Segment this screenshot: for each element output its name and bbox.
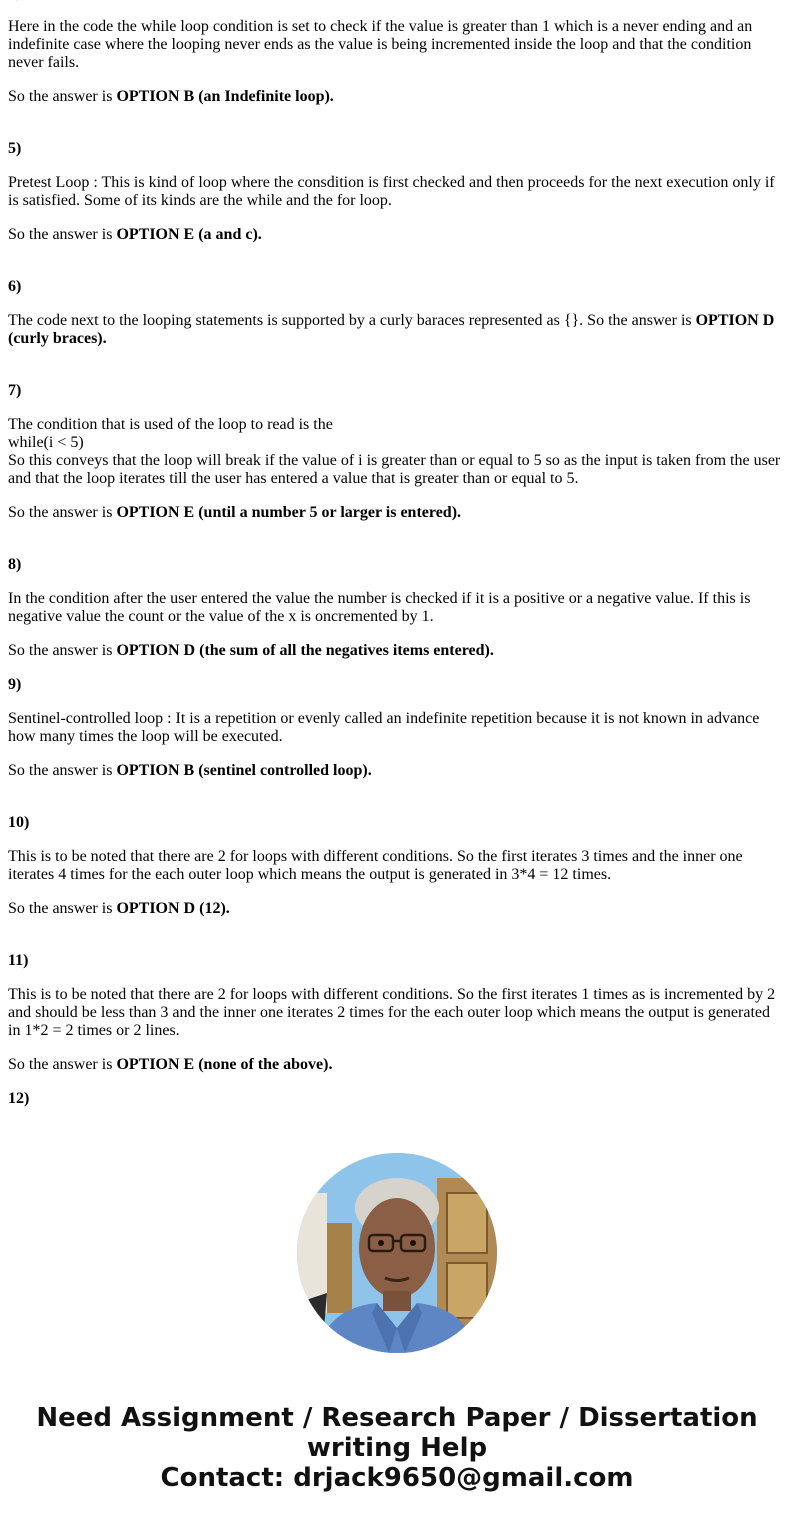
question-8-answer: So the answer is OPTION D (the sum of all the negatives items entered).	[8, 642, 494, 659]
question-11-number: 11)	[8, 952, 29, 969]
question-8-option: OPTION D (the sum of all the negatives items entered).	[116, 642, 494, 659]
question-9-explanation: Sentinel-controlled loop : It is a repetition or evenly called an indefinite repetition because it is not known in advance how many times the loop will be executed.	[8, 710, 760, 745]
question-11-option: OPTION E (none of the above).	[116, 1056, 333, 1073]
question-9-number: 9)	[8, 676, 22, 693]
question-8-explanation: In the condition after the user entered the value the number is checked if it is a positive or a negative value. If this is negative value the count or the value of the x is oncremented by 1.	[8, 590, 751, 625]
question-4-explanation: Here in the code the while loop condition is set to check if the value is greater than 1 which is a never ending and an indefinite case where the looping never ends as the value is being incremented inside the loop and that the condition never fails.	[8, 18, 753, 71]
question-7-answer: So the answer is OPTION E (until a number 5 or larger is entered).	[8, 504, 462, 521]
question-9-answer: So the answer is OPTION B (sentinel controlled loop).	[8, 762, 372, 779]
question-7-option: OPTION E (until a number 5 or larger is entered).	[116, 504, 462, 521]
question-7-explanation: So this conveys that the loop will break if the value of i is greater than or equal to 5 so as the input is taken from the user and that the loop iterates till the user has entered a value that is greater than or equal to 5.	[8, 452, 781, 487]
question-11-answer: So the answer is OPTION E (none of the above).	[8, 1056, 333, 1073]
answer-document	[8, 0, 786, 1108]
question-10-answer: So the answer is OPTION D (12).	[8, 900, 230, 917]
question-4-answer: So the answer is OPTION B (an Indefinite loop).	[8, 88, 334, 105]
question-10-number: 10)	[8, 814, 30, 831]
question-6-option: OPTION D (curly braces).	[8, 312, 775, 347]
question-7-code: while(i < 5)	[8, 434, 84, 451]
question-10-option: OPTION D (12).	[116, 900, 230, 917]
question-5-option: OPTION E (a and c).	[116, 226, 262, 243]
tutor-portrait-image	[297, 1153, 497, 1353]
question-4-option: OPTION B (an Indefinite loop).	[116, 88, 334, 105]
footer-line-2: writing Help	[306, 1433, 488, 1463]
footer-line-1: Need Assignment / Research Paper / Dissertation	[36, 1403, 758, 1433]
tutor-photo	[297, 1153, 497, 1353]
question-9-option: OPTION B (sentinel controlled loop).	[116, 762, 372, 779]
question-5-number: 5)	[8, 140, 22, 157]
question-5-explanation: Pretest Loop : This is kind of loop where the consdition is first checked and then proceeds for the next execution only if is satisfied. Some of its kinds are the while and the for loop.	[8, 174, 775, 209]
question-6-explanation: The code next to the looping statements is supported by a curly baraces represented as {}. So the answer is OPTION D (curly braces).	[8, 312, 775, 347]
question-7-number: 7)	[8, 382, 22, 399]
question-12-number: 12)	[8, 1090, 30, 1107]
question-7-line-1: The condition that is used of the loop to read is the	[8, 416, 333, 433]
question-11-explanation: This is to be noted that there are 2 for loops with different conditions. So the first iterates 1 times as is incremented by 2 and should be less than 3 and the inner one iterates 2 times for the each outer loop which means the output is generated in 1*2 = 2 times or 2 lines.	[8, 986, 776, 1039]
question-6-number: 6)	[8, 278, 22, 295]
question-10-explanation: This is to be noted that there are 2 for loops with different conditions. So the first iterates 3 times and the inner one iterates 4 times for the each outer loop which means the output is generated in 3*4 = 12 times.	[8, 848, 743, 883]
footer-contact-banner	[0, 1403, 794, 1493]
footer-contact-email: Contact: drjack9650@gmail.com	[160, 1463, 634, 1493]
question-5-answer: So the answer is OPTION E (a and c).	[8, 226, 262, 243]
question-8-number: 8)	[8, 556, 22, 573]
